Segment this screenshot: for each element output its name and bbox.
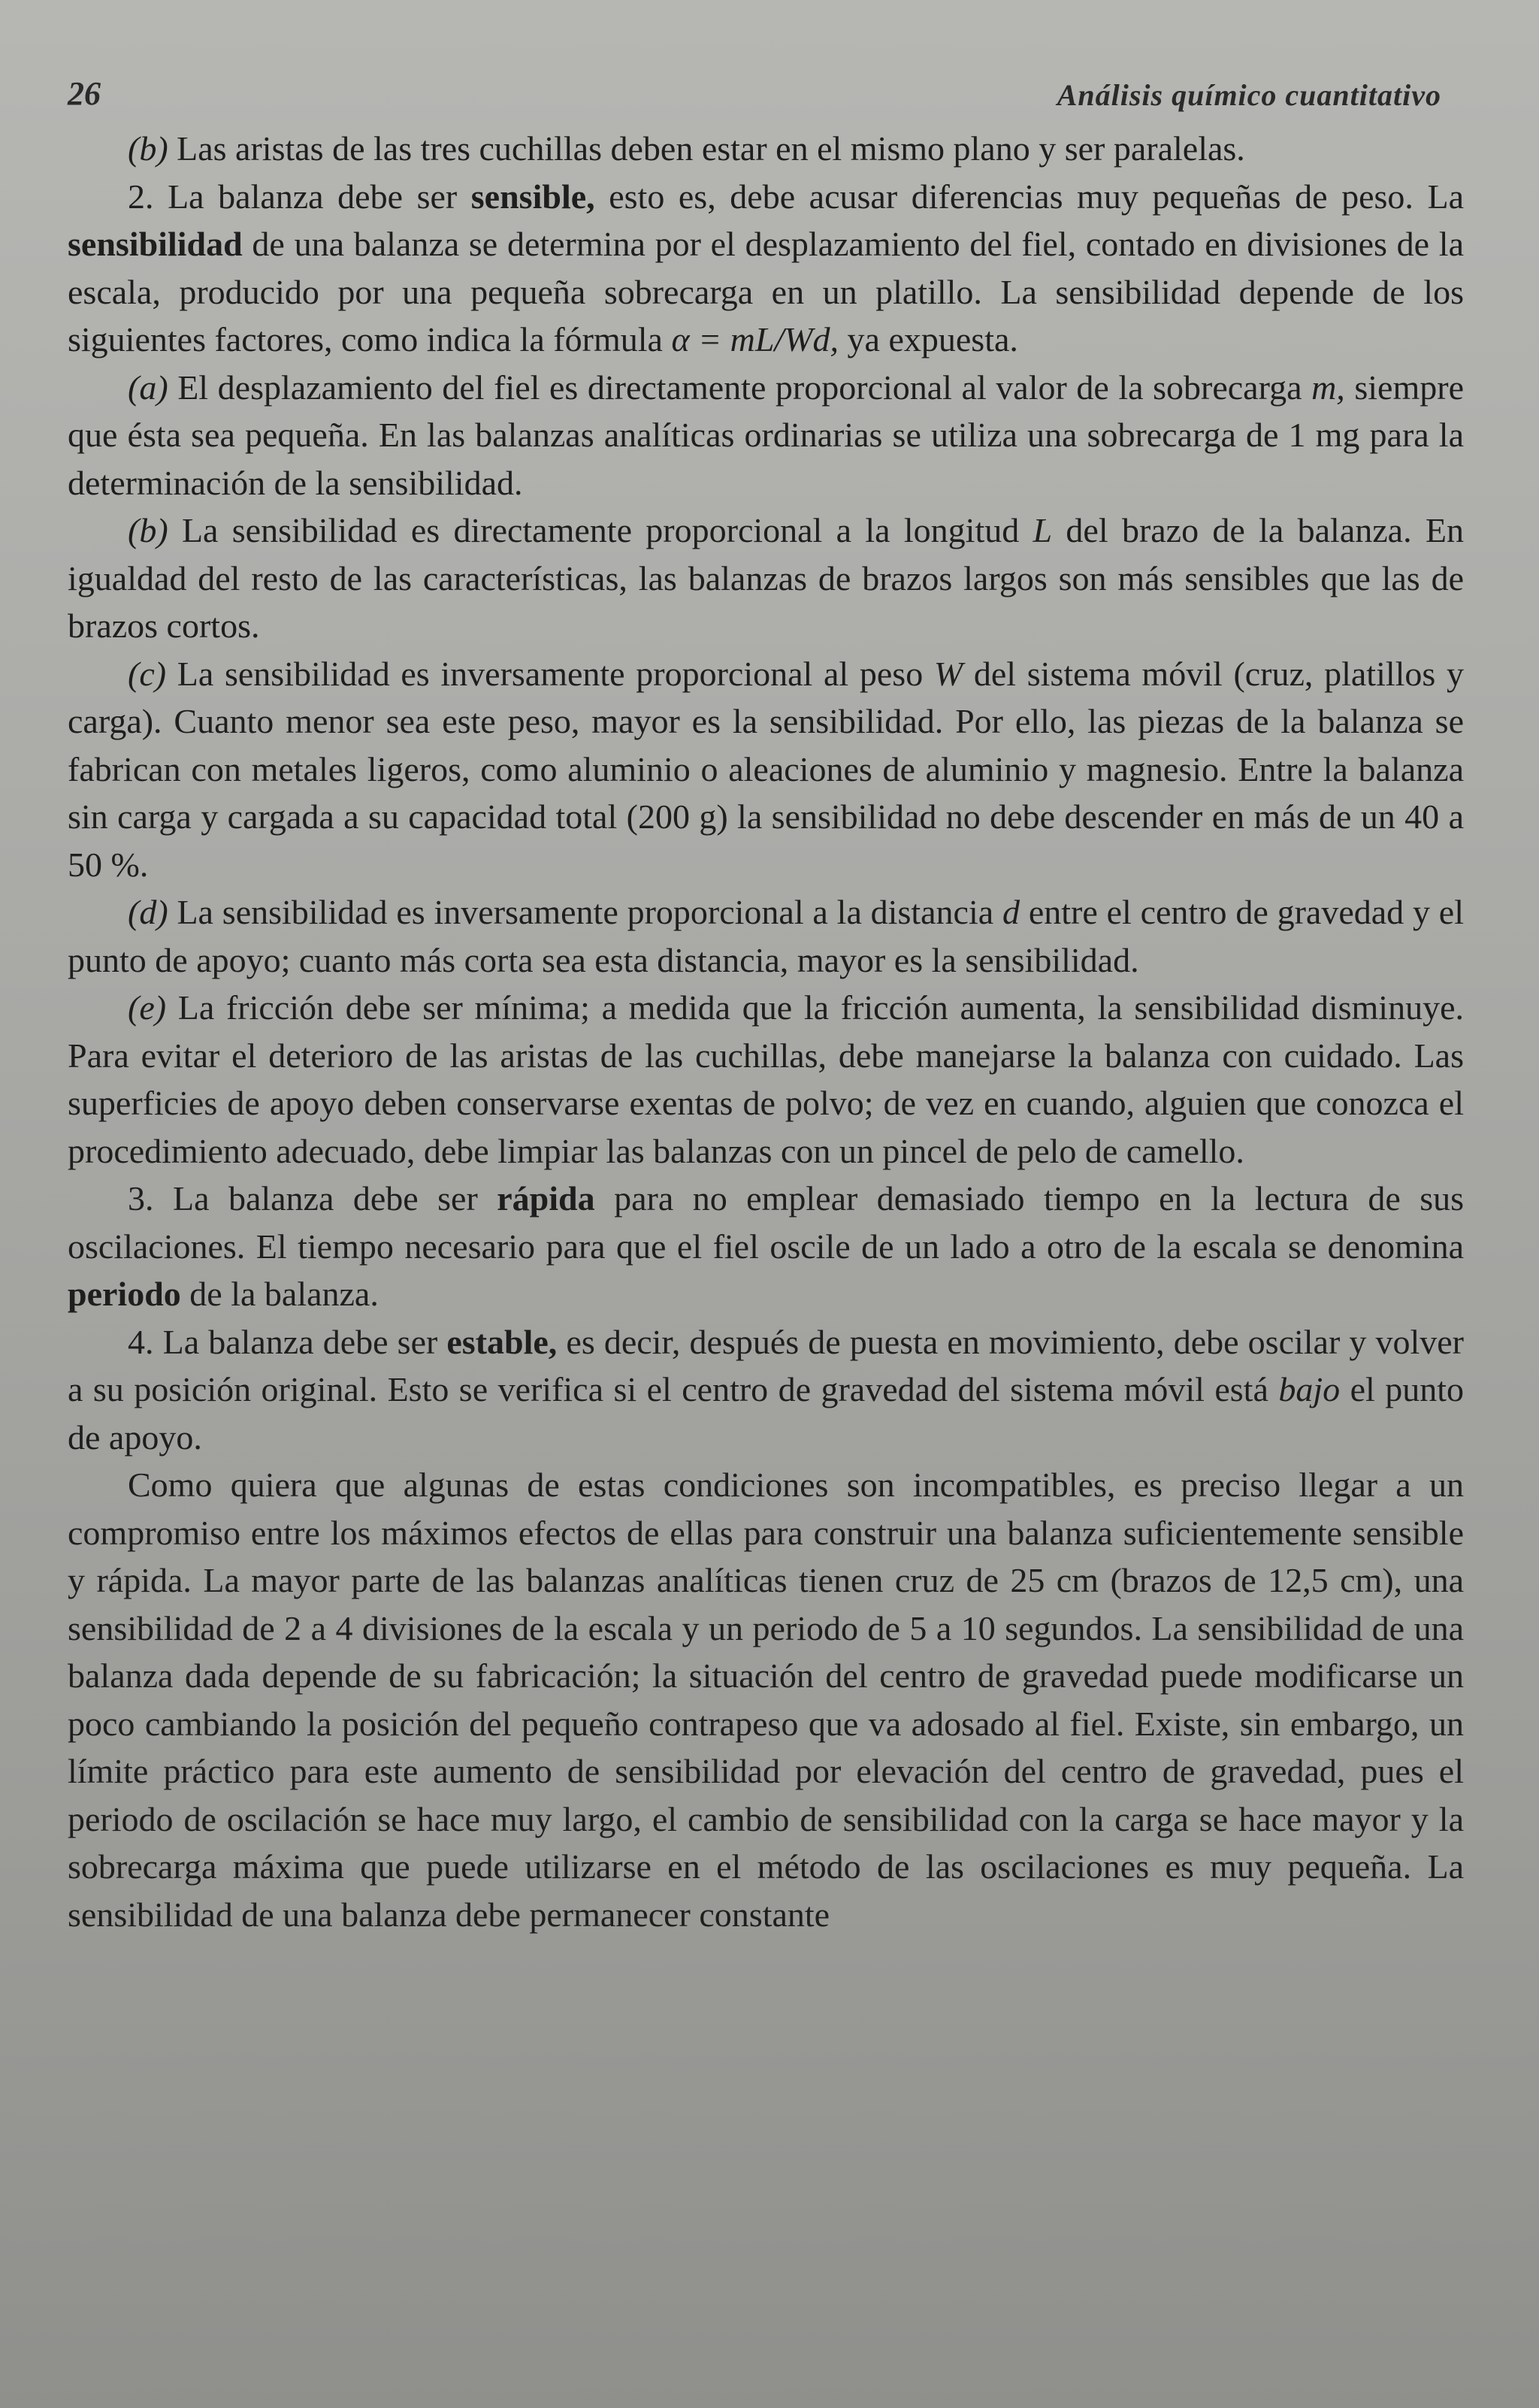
text-run: La sensibilidad es inversamente proporcional al peso (166, 654, 934, 693)
variable-m: m, (1311, 368, 1345, 407)
term-sensible: sensible, (470, 177, 595, 216)
body-text (68, 125, 1464, 1938)
text-run: ya expuesta. (839, 320, 1018, 358)
term-estable: estable, (446, 1322, 558, 1361)
item-number: 2. (128, 177, 154, 216)
item-label: (b) (128, 129, 168, 168)
variable-l: L (1033, 511, 1053, 549)
paragraph-text: Las aristas de las tres cuchillas deben estar en el mismo plano y ser paralelas. (168, 129, 1245, 168)
text-run: La balanza debe ser (153, 177, 471, 216)
item-label: (e) (128, 988, 167, 1027)
text-run: para no emplear demasiado tiempo en la lectura de sus oscilaciones. El tiempo necesario para que el fiel oscile de un lado a otro de la escala se denomina (68, 1179, 1465, 1266)
paragraph-text: La fricción debe ser mínima; a medida que la fricción aumenta, la sensibilidad disminuye. Para evitar el deterioro de las aristas de las cuchillas, debe manejarse la balanza con cuidado. Las superficies de apoyo deben conservarse exentas de polvo; de vez en cuando, alguien que conozca el procedimiento adecuado, debe limpiar las balanzas con un pincel de pelo de camello. (68, 988, 1464, 1170)
item-number: 3. (128, 1179, 154, 1218)
paragraph-c-peso (68, 650, 1464, 889)
emphasis-bajo: bajo (1278, 1370, 1341, 1408)
paragraph-d-distancia (68, 888, 1464, 984)
item-label: (c) (128, 654, 167, 693)
paragraph-4-estable (68, 1318, 1464, 1462)
paragraph-a-desplazamiento (68, 364, 1464, 507)
paragraph-text: Como quiera que algunas de estas condiciones son incompatibles, es preciso llegar a un compromiso entre los máximos efectos de ellas para construir una balanza suficientemente sensible y rápida. La mayor parte de las balanzas analíticas tienen cruz de 25 cm (brazos de 12,5 cm), una sensibilidad de 2 a 4 divisiones de la escala y un periodo de 5 a 10 segundos. La sensibilidad de una balanza dada depende de su fabricación; la situación del centro de gravedad puede modificarse un poco cambiando la posición del pequeño contrapeso que va adosado al fiel. Existe, sin embargo, un límite práctico para este aumento de sensibilidad por elevación del centro de gravedad, pues el periodo de oscilación se hace muy largo, el cambio de sensibilidad con la carga se hace mayor y la sobrecarga máxima que puede utilizarse en el método de las oscilaciones es muy pequeña. La sensibilidad de una balanza debe permanecer constante (68, 1466, 1464, 1934)
running-head: Análisis químico cuantitativo (1057, 78, 1441, 112)
text-run: La balanza debe ser (153, 1322, 447, 1361)
text-run: de una balanza se determina por el desplazamiento del fiel, contado en divisiones de la escala, producido por una pequeña sobrecarga en un platillo. La sensibilidad depende de los siguientes factores, como indica la fórmula (68, 225, 1464, 358)
text-run: esto es, debe acusar diferencias muy pequeñas de peso. La (594, 177, 1465, 216)
text-run: de la balanza. (180, 1275, 379, 1313)
paragraph-b-aristas (68, 125, 1464, 173)
term-rapida: rápida (497, 1179, 595, 1218)
text-run: La sensibilidad es directamente proporcional a la longitud (168, 511, 1033, 549)
term-periodo: periodo (68, 1275, 181, 1313)
item-label: (a) (128, 368, 168, 407)
text-run: El desplazamiento del fiel es directamente proporcional al valor de la sobrecarga (168, 368, 1312, 407)
text-run: del brazo de la balanza. En igualdad del resto de las características, las balanzas de brazos largos son más sensibles que las de brazos cortos. (68, 511, 1464, 645)
text-run: es decir, después de puesta en movimiento, debe oscilar y volver a su posición original. Esto se verifica si el centro de gravedad del sistema móvil está (68, 1322, 1464, 1408)
text-run: siempre que ésta sea pequeña. En las balanzas analíticas ordinarias se utiliza una sobrecarga de 1 mg para la determinación de la sensibilidad. (68, 368, 1464, 502)
paragraph-e-friccion (68, 984, 1464, 1175)
text-run: entre el centro de gravedad y el punto de apoyo; cuanto más corta sea esta distancia, mayor es la sensibilidad. (68, 893, 1464, 979)
page-header (68, 45, 1486, 113)
page-number: 26 (68, 75, 101, 112)
paragraph-2-sensible (68, 173, 1464, 364)
sensitivity-formula: α = mL/Wd, (671, 320, 839, 358)
item-number: 4. (128, 1322, 154, 1361)
item-label: (d) (128, 893, 168, 931)
paragraph-3-rapida (68, 1175, 1464, 1318)
text-run: el punto de apoyo. (68, 1370, 1465, 1457)
term-sensibilidad: sensibilidad (68, 225, 243, 263)
variable-d: d (1002, 893, 1020, 931)
paragraph-b-longitud (68, 507, 1464, 650)
text-run: del sistema móvil (cruz, platillos y carga). Cuanto menor sea este peso, mayor es la sensibilidad. Por ello, las piezas de la balanza se fabrican con metales ligeros, como aluminio o aleaciones de aluminio y magnesio. Entre la balanza sin carga y cargada a su capacidad total (200 g) la sensibilidad no debe descender en más de un 40 a 50 %. (68, 654, 1464, 884)
paragraph-compromiso (68, 1461, 1464, 1938)
variable-w: W (933, 654, 963, 693)
text-run: La sensibilidad es inversamente proporcional a la distancia (168, 893, 1002, 931)
item-label: (b) (128, 511, 168, 549)
text-run: La balanza debe ser (153, 1179, 497, 1218)
